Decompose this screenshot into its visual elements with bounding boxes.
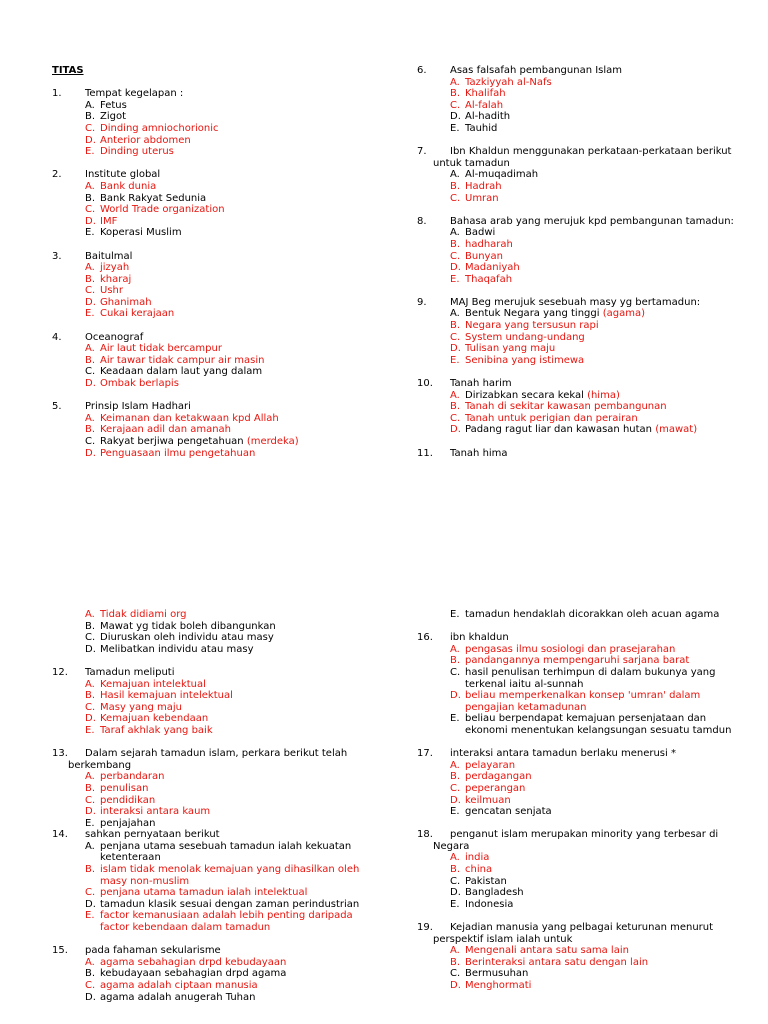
option-b: B. Zigot bbox=[85, 111, 127, 123]
answer-note: (merdeka) bbox=[246, 436, 299, 447]
question-text-continued: untuk tamadun bbox=[433, 157, 510, 169]
option-e: E. beliau berpendapat kemajuan persenjataan dan ekonomi menentukan kelangsungan sesuatu tamdun bbox=[450, 713, 732, 736]
question-text-continued: Negara bbox=[433, 840, 470, 852]
question-text: Prinsip Islam Hadhari bbox=[85, 401, 191, 413]
answer-note: (hima) bbox=[587, 389, 620, 401]
question-text: Baitulmal bbox=[85, 250, 133, 262]
question-text: MAJ Beg merujuk sesebuah masy yg bertamadun: bbox=[450, 296, 701, 308]
question-8 bbox=[417, 216, 737, 286]
question-text: Bahasa arab yang merujuk kpd pembangunan tamadun: bbox=[450, 215, 734, 227]
option-a: A. Fetus bbox=[85, 99, 127, 111]
option-c: C. Dinding amniochorionic bbox=[85, 122, 219, 134]
option-b: B. Hasil kemajuan intelektual bbox=[85, 690, 233, 702]
option-b: B. Hadrah bbox=[450, 180, 502, 192]
option-a: A. Mengenali antara satu sama lain bbox=[450, 945, 629, 957]
option-b: B. perdagangan bbox=[450, 771, 532, 783]
option-e: E. Senibina yang istimewa bbox=[450, 354, 585, 366]
question-number: 5. bbox=[52, 401, 62, 413]
question-9 bbox=[417, 297, 737, 367]
question-text: Tanah harim bbox=[450, 378, 512, 390]
option-b: B. Khalifah bbox=[450, 88, 506, 100]
option-c: C. Ushr bbox=[85, 285, 123, 297]
option-c: C. Rakyat berjiwa pengetahuan (merdeka) bbox=[85, 436, 299, 447]
question-number: 11. bbox=[417, 447, 433, 459]
question-19 bbox=[417, 922, 737, 992]
option-d: D. keilmuan bbox=[450, 794, 511, 806]
page2-right-column bbox=[417, 609, 737, 1003]
question-number: 19. bbox=[417, 922, 433, 934]
option-a: A. Tidak didiami org bbox=[85, 609, 187, 620]
question-number: 17. bbox=[417, 748, 433, 760]
question-number: 3. bbox=[52, 250, 62, 262]
option-c: C. peperangan bbox=[450, 782, 526, 794]
option-a: A. Dirizabkan secara kekal (hima) bbox=[450, 389, 620, 401]
option-c: C. Masy yang maju bbox=[85, 701, 182, 713]
question-2 bbox=[52, 169, 382, 239]
option-b: B. Negara yang tersusun rapi bbox=[450, 320, 599, 332]
option-e: E. tamadun hendaklah dicorakkan oleh acuan agama bbox=[450, 609, 720, 620]
option-e: E. Dinding uterus bbox=[85, 146, 174, 158]
question-15-continued bbox=[417, 609, 737, 621]
option-c: C. Tanah untuk perigian dan perairan bbox=[450, 412, 638, 424]
option-d: D. Tulisan yang maju bbox=[450, 343, 556, 355]
question-text-continued: perspektif islam ialah untuk bbox=[433, 933, 573, 945]
option-e: E. gencatan senjata bbox=[450, 806, 552, 818]
option-a: A. india bbox=[450, 852, 490, 864]
question-4 bbox=[52, 332, 382, 390]
option-d: D. Ghanimah bbox=[85, 296, 152, 308]
option-a: A. Kemajuan intelektual bbox=[85, 678, 206, 690]
option-a: A. penjana utama sesebuah tamadun ialah kekuatan ketenteraan bbox=[85, 840, 352, 864]
question-number: 18. bbox=[417, 829, 433, 841]
question-text: penganut islam merupakan minority yang terbesar di bbox=[450, 829, 719, 841]
option-c: C. agama adalah ciptaan manusia bbox=[85, 980, 258, 991]
question-13 bbox=[52, 748, 382, 829]
option-c: C. Pakistan bbox=[450, 875, 507, 887]
question-number: 10. bbox=[417, 378, 433, 390]
option-e: E. Taraf akhlak yang baik bbox=[85, 724, 213, 736]
question-text: Ibn Khaldun menggunakan perkataan-perkataan berikut bbox=[450, 146, 732, 158]
option-b: B. hadharah bbox=[450, 238, 513, 250]
option-a: A. Tazkiyyah al-Nafs bbox=[450, 76, 552, 88]
option-c: C. hasil penulisan terhimpun di dalam bukunya yang terkenal iaitu al-sunnah bbox=[450, 666, 716, 690]
question-text: Tempat kegelapan : bbox=[85, 88, 184, 100]
option-d: D. IMF bbox=[85, 215, 118, 227]
question-14 bbox=[52, 829, 382, 933]
question-text: sahkan pernyataan berikut bbox=[85, 829, 220, 841]
option-b: B. Bank Rakyat Sedunia bbox=[85, 192, 207, 204]
question-15 bbox=[52, 945, 382, 1003]
question-number: 8. bbox=[417, 215, 427, 227]
option-e: E. Tauhid bbox=[450, 122, 498, 134]
question-text: pada fahaman sekularisme bbox=[85, 945, 221, 957]
option-d: D. Bangladesh bbox=[450, 887, 524, 899]
option-a: A. pengasas ilmu sosiologi dan prasejarahan bbox=[450, 643, 676, 655]
option-d: D. interaksi antara kaum bbox=[85, 806, 211, 818]
option-d: D. Madaniyah bbox=[450, 262, 520, 274]
option-d: D. tamadun klasik sesuai dengan zaman perindustrian bbox=[85, 898, 360, 910]
page2-left-column bbox=[52, 609, 382, 1015]
question-text: Oceanograf bbox=[85, 331, 144, 343]
option-b: B. pandangannya mempengaruhi sarjana barat bbox=[450, 655, 690, 667]
option-b: B. Air tawar tidak campur air masin bbox=[85, 354, 265, 366]
question-text: Dalam sejarah tamadun islam, perkara berikut telah bbox=[85, 748, 348, 760]
option-a: A. Badwi bbox=[450, 227, 496, 239]
option-b: B. kharaj bbox=[85, 273, 132, 285]
question-6 bbox=[417, 65, 737, 135]
question-12 bbox=[52, 667, 382, 737]
document-title: TITAS bbox=[52, 65, 84, 76]
question-text: interaksi antara tamadun berlaku menerusi * bbox=[450, 748, 676, 760]
option-d: D. Kemajuan kebendaan bbox=[85, 713, 209, 725]
option-d: D. Penguasaan ilmu pengetahuan bbox=[85, 447, 256, 459]
question-text: ibn khaldun bbox=[450, 632, 509, 644]
question-number: 13. bbox=[52, 748, 68, 760]
question-18 bbox=[417, 829, 737, 910]
option-d: D. Al-hadith bbox=[450, 111, 511, 123]
option-b: B. Mawat yg tidak boleh dibangunkan bbox=[85, 620, 276, 632]
option-e: E. Thaqafah bbox=[450, 273, 513, 285]
option-d: D. Ombak berlapis bbox=[85, 378, 179, 390]
question-number: 7. bbox=[417, 146, 427, 158]
option-b: B. china bbox=[450, 864, 493, 876]
question-10 bbox=[417, 378, 737, 436]
question-text: Institute global bbox=[85, 169, 161, 181]
question-text-continued: berkembang bbox=[68, 759, 132, 771]
option-d: D. Menghormati bbox=[450, 980, 532, 991]
page1-right-column bbox=[417, 65, 737, 471]
question-text: Tanah hima bbox=[450, 447, 508, 459]
option-d: D. Padang ragut liar dan kawasan hutan (mawat) bbox=[450, 424, 698, 436]
option-a: A. Bank dunia bbox=[85, 180, 157, 192]
question-11-options bbox=[52, 609, 382, 655]
option-b: B. kebudayaan sebahagian drpd agama bbox=[85, 968, 287, 980]
question-number: 16. bbox=[417, 632, 433, 644]
option-c: C. System undang-undang bbox=[450, 331, 585, 343]
answer-note: (mawat) bbox=[655, 424, 698, 436]
option-e: E. Indonesia bbox=[450, 898, 514, 910]
question-number: 9. bbox=[417, 296, 427, 308]
option-c: C. Umran bbox=[450, 192, 499, 204]
option-b: B. Berinteraksi antara satu dengan lain bbox=[450, 956, 649, 968]
option-a: A. Air laut tidak bercampur bbox=[85, 343, 222, 355]
question-17 bbox=[417, 748, 737, 818]
option-c: C. penjana utama tamadun ialah intelektual bbox=[85, 887, 308, 899]
option-a: A. agama sebahagian drpd kebudayaan bbox=[85, 956, 287, 968]
question-5 bbox=[52, 401, 382, 459]
option-a: A. pelayaran bbox=[450, 759, 516, 771]
option-b: B. Kerajaan adil dan amanah bbox=[85, 424, 232, 436]
option-c: C. Keadaan dalam laut yang dalam bbox=[85, 366, 263, 378]
option-d: D. beliau memperkenalkan konsep 'umran' dalam pengajian ketamadunan bbox=[450, 690, 701, 713]
option-d: D. Melibatkan individu atau masy bbox=[85, 643, 254, 655]
option-a: A. Bentuk Negara yang tinggi (agama) bbox=[450, 308, 645, 320]
option-a: A. jizyah bbox=[85, 262, 130, 274]
option-b: B. islam tidak menolak kemajuan yang dihasilkan oleh masy non-muslim bbox=[85, 864, 360, 887]
question-number: 1. bbox=[52, 88, 62, 100]
question-number: 4. bbox=[52, 331, 62, 343]
option-e: E. Koperasi Muslim bbox=[85, 227, 182, 239]
question-number: 15. bbox=[52, 945, 68, 957]
question-3 bbox=[52, 251, 382, 321]
question-11 bbox=[417, 448, 737, 460]
question-number: 14. bbox=[52, 829, 68, 841]
option-d: D. agama adalah anugerah Tuhan bbox=[85, 991, 256, 1003]
option-b: B. penulisan bbox=[85, 782, 149, 794]
page1-left-column bbox=[52, 65, 382, 471]
question-number: 6. bbox=[417, 65, 427, 76]
option-c: C. pendidikan bbox=[85, 794, 156, 806]
question-16 bbox=[417, 632, 737, 736]
option-e: E. factor kemanusiaan adalah lebih penting daripada factor kebendaan dalam tamadun bbox=[85, 910, 353, 934]
option-e: E. Cukai kerajaan bbox=[85, 308, 175, 320]
option-a: A. perbandaran bbox=[85, 771, 165, 783]
question-number: 12. bbox=[52, 666, 68, 678]
option-c: C. Bunyan bbox=[450, 250, 503, 262]
answer-note: (agama) bbox=[602, 308, 645, 320]
question-text: Kejadian manusia yang pelbagai keturunan menurut bbox=[450, 922, 714, 934]
question-1 bbox=[52, 88, 382, 158]
question-number: 2. bbox=[52, 169, 62, 181]
option-a: A. Keimanan dan ketakwaan kpd Allah bbox=[85, 412, 279, 424]
option-c: C. Diuruskan oleh individu atau masy bbox=[85, 632, 274, 644]
option-c: C. World Trade organization bbox=[85, 204, 225, 216]
question-text: Asas falsafah pembangunan Islam bbox=[450, 65, 623, 76]
option-a: A. Al-muqadimah bbox=[450, 169, 539, 181]
option-b: B. Tanah di sekitar kawasan pembangunan bbox=[450, 401, 667, 413]
question-7 bbox=[417, 146, 737, 204]
option-c: C. Al-falah bbox=[450, 99, 504, 111]
option-c: C. Bermusuhan bbox=[450, 968, 529, 980]
option-e: E. penjajahan bbox=[85, 817, 156, 829]
question-text: Tamadun meliputi bbox=[85, 666, 175, 678]
option-d: D. Anterior abdomen bbox=[85, 134, 191, 146]
